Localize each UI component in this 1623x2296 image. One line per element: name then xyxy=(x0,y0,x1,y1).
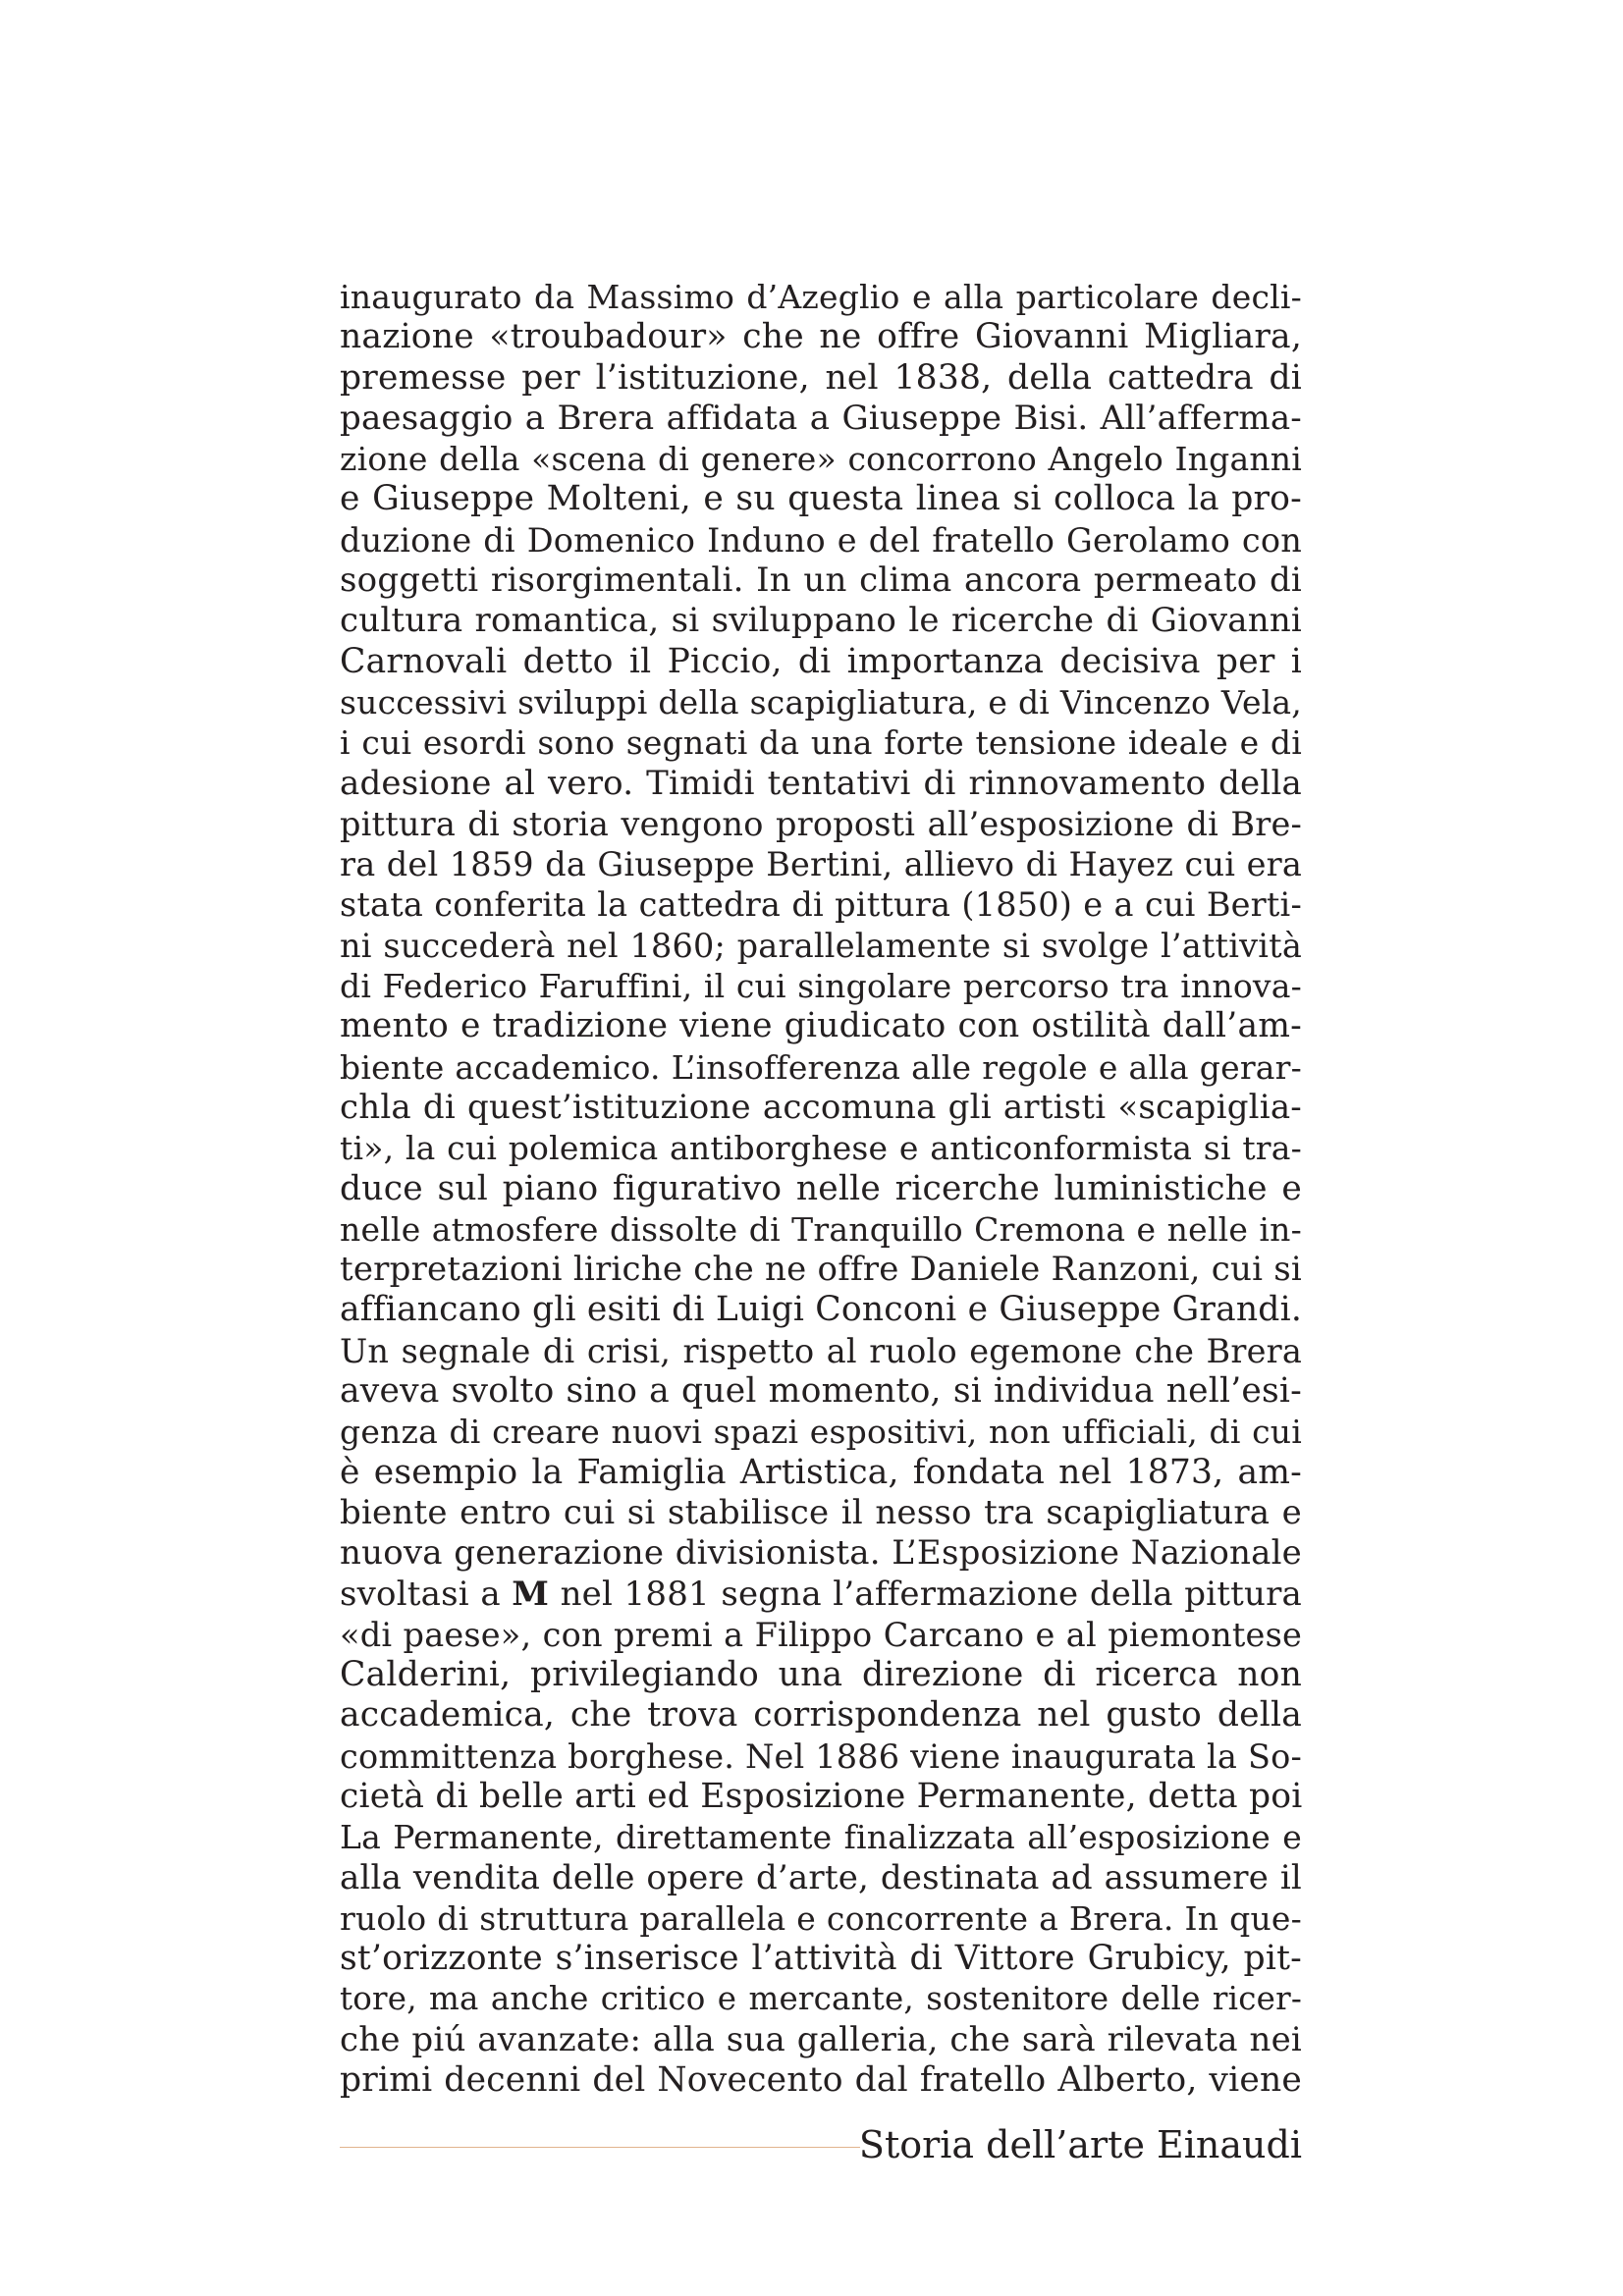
text-line: duzione di Domenico Induno e del fratello Gerolamo con xyxy=(340,520,1302,560)
text-line: tore, ma anche critico e mercante, sostenitore delle ricer- xyxy=(340,1980,1302,2018)
text-line: Calderini, privilegiando una direzione di ricerca non xyxy=(340,1655,1302,1695)
text-line: stata conferita la cattedra di pittura (1850) e a cui Berti- xyxy=(340,885,1302,925)
text-line: biente entro cui si stabilisce il nesso tra scapigliatura e xyxy=(340,1492,1302,1532)
text-line: biente accademico. L’insofferenza alle regole e alla gerar- xyxy=(340,1047,1302,1087)
text-line: paesaggio a Brera affidata a Giuseppe Bisi. All’afferma- xyxy=(340,398,1302,438)
text-line: committenza borghese. Nel 1886 viene inaugurata la So- xyxy=(340,1736,1302,1776)
text-line: inaugurato da Massimo d’Azeglio e alla particolare decli- xyxy=(340,278,1302,316)
text-line: ra del 1859 da Giuseppe Bertini, allievo di Hayez cui era xyxy=(340,845,1302,884)
text-line: alla vendita delle opere d’arte, destinata ad assumere il xyxy=(340,1857,1302,1897)
footer-rule xyxy=(340,2147,860,2148)
text-line: è esempio la Famiglia Artistica, fondata nel 1873, am- xyxy=(340,1452,1302,1492)
text-line: genza di creare nuovi spazi espositivi, non ufficiali, di cui xyxy=(340,1413,1302,1452)
text-segment: nel 1881 segna l’affermazione della pittura xyxy=(549,1574,1303,1614)
text-line: i cui esordi sono segnati da una forte tensione ideale e di xyxy=(340,723,1302,763)
text-line: «di paese», con premi a Filippo Carcano e al piemontese xyxy=(340,1615,1302,1654)
body-text xyxy=(340,277,1302,2101)
text-line xyxy=(340,1575,1302,1615)
text-line: mento e tradizione viene giudicato con ostilità dall’am- xyxy=(340,1006,1302,1046)
text-line: nelle atmosfere dissolte di Tranquillo Cremona e nelle in- xyxy=(340,1209,1302,1249)
text-line: accademica, che trova corrispondenza nel gusto della xyxy=(340,1695,1302,1735)
text-line: successivi sviluppi della scapigliatura, e di Vincenzo Vela, xyxy=(340,682,1302,721)
text-line: duce sul piano figurativo nelle ricerche luministiche e xyxy=(340,1168,1302,1208)
text-line: chla di quest’istituzione accomuna gli artisti «scapiglia- xyxy=(340,1087,1302,1127)
text-line: di Federico Faruffini, il cui singolare percorso tra innova- xyxy=(340,967,1302,1006)
city-abbreviation: M xyxy=(512,1574,550,1614)
text-line: soggetti risorgimentali. In un clima ancora permeato di xyxy=(340,561,1302,601)
text-line: primi decenni del Novecento dal fratello Alberto, viene xyxy=(340,2060,1302,2101)
text-line: ruolo di struttura parallela e concorrente a Brera. In que- xyxy=(340,1898,1302,1938)
text-line: terpretazioni liriche che ne offre Daniele Ranzoni, cui si xyxy=(340,1250,1302,1290)
text-line: che piú avanzate: alla sua galleria, che sarà rilevata nei xyxy=(340,2019,1302,2059)
text-line: Carnovali detto il Piccio, di importanza decisiva per i xyxy=(340,641,1302,681)
text-line: cietà di belle arti ed Esposizione Permanente, detta poi xyxy=(340,1776,1303,1816)
text-line: adesione al vero. Timidi tentativi di rinnovamento della xyxy=(340,763,1302,803)
page-footer xyxy=(340,2120,1302,2169)
text-line: nuova generazione divisionista. L’Esposizione Nazionale xyxy=(340,1533,1302,1574)
text-line: cultura romantica, si sviluppano le ricerche di Giovanni xyxy=(340,601,1302,641)
text-line: ti», la cui polemica antiborghese e anticonformista si tra- xyxy=(340,1129,1302,1168)
text-line: nazione «troubadour» che ne offre Giovanni Migliara, xyxy=(340,317,1302,357)
text-line: La Permanente, direttamente finalizzata all’esposizione e xyxy=(340,1818,1302,1857)
text-line: affiancano gli esiti di Luigi Conconi e Giuseppe Grandi. xyxy=(340,1290,1302,1330)
text-line: premesse per l’istituzione, nel 1838, della cattedra di xyxy=(340,357,1302,398)
text-line: st’orizzonte s’inserisce l’attività di Vittore Grubicy, pit- xyxy=(340,1939,1302,1979)
text-segment: svoltasi a xyxy=(340,1574,513,1614)
text-line: ni succederà nel 1860; parallelamente si svolge l’attività xyxy=(340,926,1302,965)
text-line: aveva svolto sino a quel momento, si individua nell’esi- xyxy=(340,1371,1302,1412)
text-line: zione della «scena di genere» concorrono Angelo Inganni xyxy=(340,440,1302,479)
text-line: Un segnale di crisi, rispetto al ruolo egemone che Brera xyxy=(340,1331,1302,1370)
text-line: pittura di storia vengono proposti all’esposizione di Bre- xyxy=(340,804,1302,843)
text-line: e Giuseppe Molteni, e su questa linea si colloca la pro- xyxy=(340,479,1302,519)
publication-title: Storia dell’arte Einaudi xyxy=(858,2123,1302,2166)
